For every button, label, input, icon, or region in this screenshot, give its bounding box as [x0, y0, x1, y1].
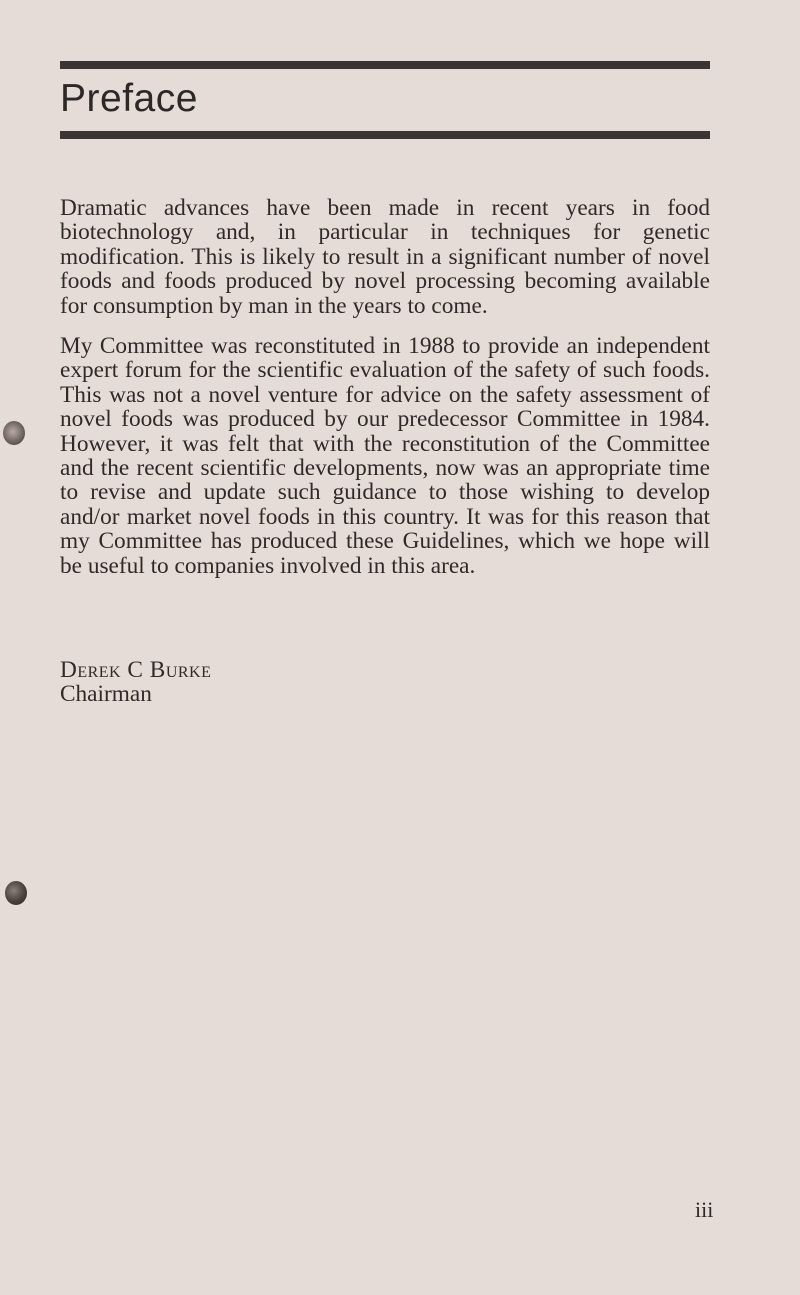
- header-rule-top: [60, 61, 710, 69]
- signatory-block: [60, 658, 211, 707]
- punch-hole-upper: [3, 421, 25, 445]
- signatory-name: Derek C Burke: [60, 657, 212, 683]
- paragraph-1: Dramatic advances have been made in recent years in food biotechnology and, in particular in techniques for genetic modification. This is likely to result in a significant number of novel foods and foods produced by novel processing becoming available for consumption by man in the years to come.: [60, 195, 710, 319]
- header-rule-bottom: [60, 131, 710, 139]
- signatory-role: Chairman: [60, 681, 152, 708]
- punch-hole-lower: [5, 881, 27, 905]
- page-number: iii: [695, 1197, 714, 1222]
- page-title: Preface: [60, 77, 198, 120]
- paragraph-2: My Committee was reconstituted in 1988 to provide an independent expert forum for the scientific evaluation of the safety of such foods. This was not a novel venture for advice on the safety assessment of novel foods was produced by our predecessor Committee in 1984. However, it was felt that with the reconstitution of the Committee and the recent scientific developments, now was an appropriate time to revise and update such guidance to those wishing to develop and/or market novel foods in this country. It was for this reason that my Committee has produced these Guidelines, which we hope will be useful to companies involved in this area.: [60, 333, 710, 579]
